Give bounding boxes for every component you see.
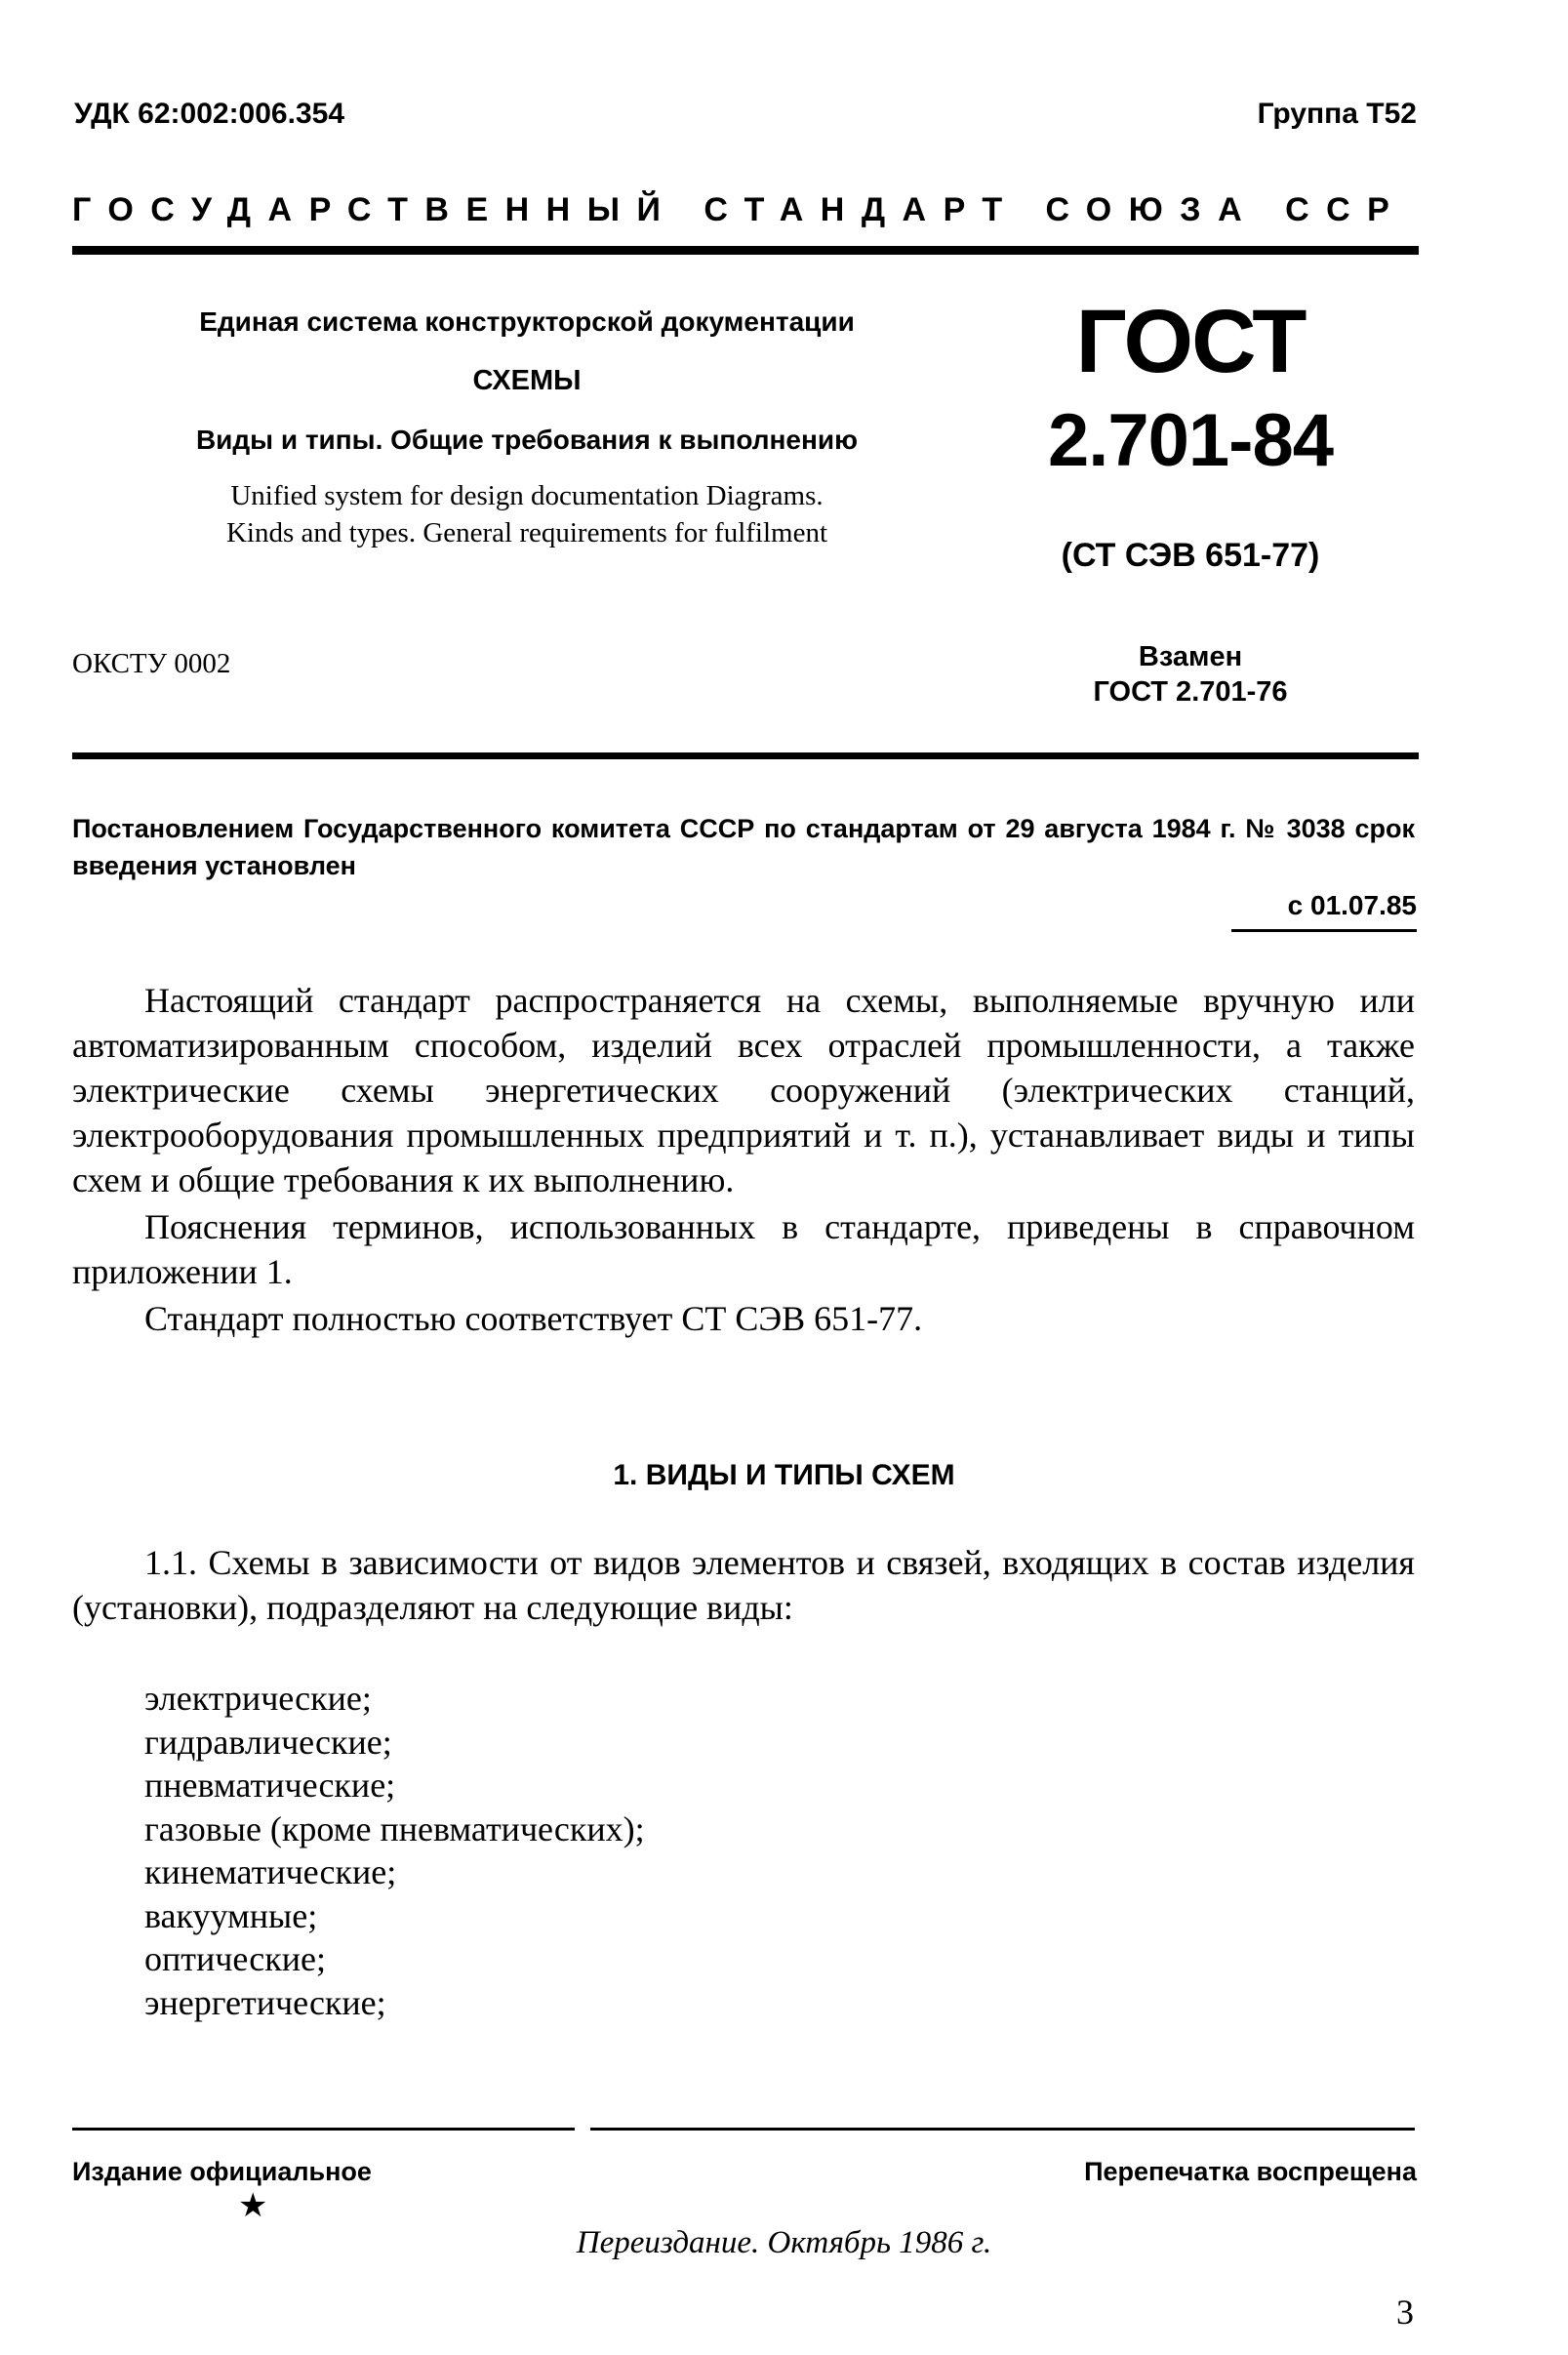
page-number: 3	[1396, 2293, 1414, 2332]
decree-text: Постановлением Государственного комитета СССР по стандартам от 29 августа 1984 г. № 3038 срок введения установлен	[72, 814, 1415, 880]
gost-number: 2.701-84	[1047, 399, 1334, 482]
replaces-block	[1005, 639, 1376, 710]
list-item: электрические;	[144, 1679, 372, 1718]
kinds-list	[144, 1677, 645, 2024]
section-paragraph: 1.1. Схемы в зависимости от видов элементов и связей, входящих в состав изделия (установки), подразделяют на следующие виды:	[72, 1543, 1415, 1627]
list-item: кинематические;	[144, 1852, 397, 1891]
star-icon: ★	[238, 2187, 268, 2224]
body-text	[72, 978, 1415, 1343]
list-item: пневматические;	[144, 1766, 396, 1805]
list-item: оптические;	[144, 1939, 326, 1978]
section-heading: 1. ВИДЫ И ТИПЫ СХЕМ	[613, 1459, 955, 1491]
udk-code: УДК 62:002:006.354	[74, 98, 345, 130]
list-item: газовые (кроме пневматических);	[144, 1808, 645, 1848]
official-edition-label: Издание официальное	[72, 2157, 372, 2186]
footer-rule-right	[590, 2128, 1415, 2131]
replaces-value: ГОСТ 2.701-76	[1093, 676, 1288, 708]
state-standard-heading: ГОСУДАРСТВЕННЫЙ СТАНДАРТ СОЮЗА ССР	[72, 191, 1407, 228]
paragraph: Пояснения терминов, использованных в стандарте, приведены в справочном приложении 1.	[72, 1207, 1415, 1291]
title-system: Единая система конструкторской документации	[199, 306, 855, 337]
footer-rule-left	[72, 2128, 575, 2131]
replaces-label: Взамен	[1138, 641, 1243, 672]
top-rule	[72, 246, 1419, 255]
title-kinds: Виды и типы. Общие требования к выполнению	[195, 425, 859, 455]
title-english-line1: Unified system for design documentation Diagrams.	[230, 480, 824, 511]
title-english	[107, 477, 946, 551]
decree-date: с 01.07.85	[1231, 890, 1417, 932]
title-block	[107, 306, 946, 551]
paragraph: Стандарт полностью соответствует СТ СЭВ 651-77.	[144, 1299, 923, 1338]
okstu-code: ОКСТУ 0002	[72, 648, 231, 679]
gost-block	[1005, 293, 1376, 710]
title-english-line2: Kinds and types. General requirements for fulfilment	[225, 517, 828, 548]
title-schemes: СХЕМЫ	[472, 365, 582, 396]
no-reprint-label: Перепечатка воспрещена	[1084, 2157, 1417, 2186]
reissue-note: Переиздание. Октябрь 1986 г.	[576, 2225, 992, 2260]
list-item: энергетические;	[144, 1982, 386, 2022]
gost-label: ГОСТ	[1075, 292, 1306, 391]
list-item: вакуумные;	[144, 1895, 318, 1935]
middle-rule	[72, 752, 1419, 759]
list-item: гидравлические;	[144, 1722, 392, 1762]
st-sev-reference: (СТ СЭВ 651-77)	[1061, 537, 1320, 574]
group-code: Группа Т52	[1257, 98, 1417, 130]
paragraph: Настоящий стандарт распространяется на схемы, выполняемые вручную или автоматизированным способом, изделий всех отраслей промышленности, а также электрические схемы энергетических сооружений (электрических станций, электрооборудования промышленных предприятий и т. п.), устанавливает виды и типы схем и общие требования к их выполнению.	[72, 981, 1415, 1199]
